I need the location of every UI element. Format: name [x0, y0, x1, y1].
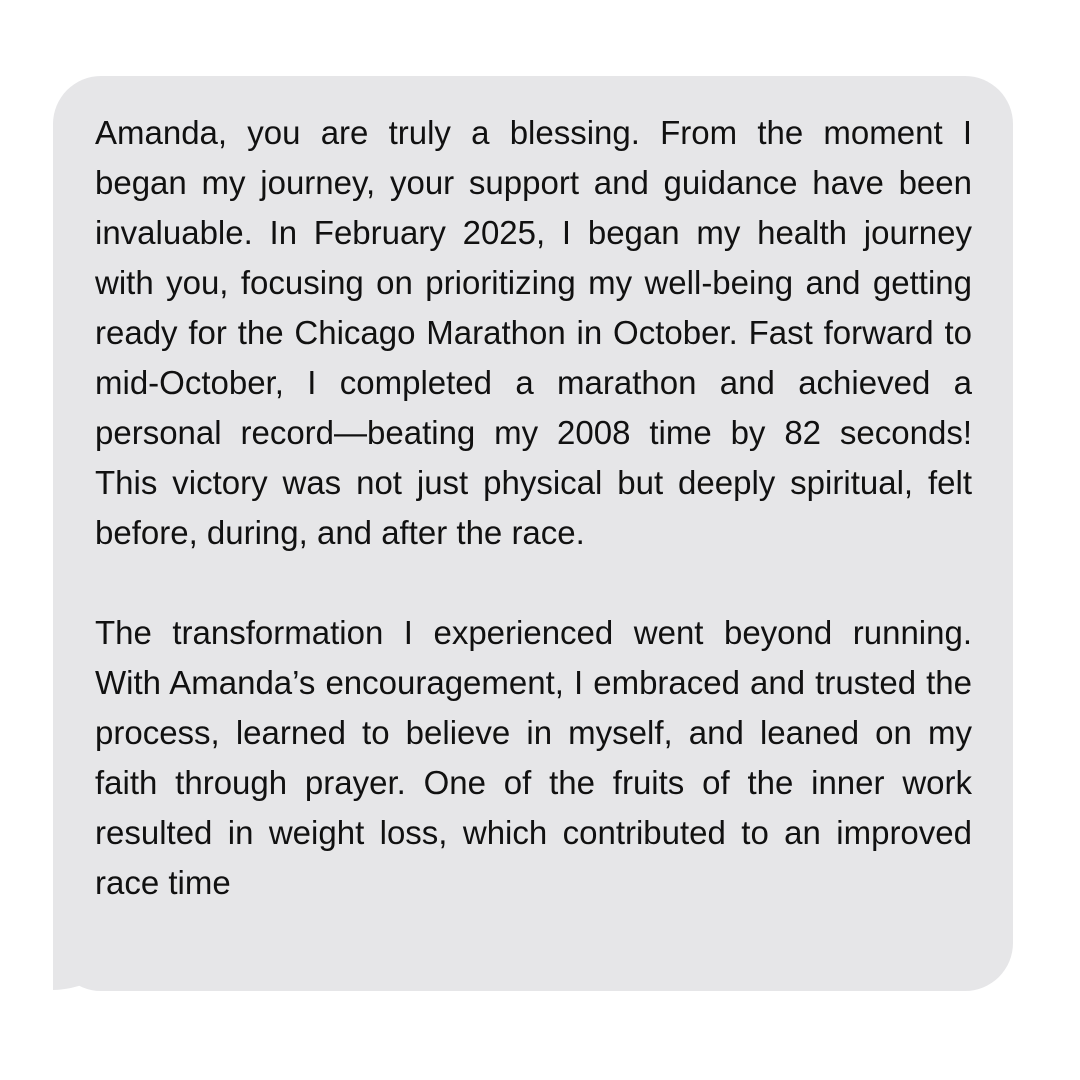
message-bubble [53, 76, 1013, 991]
message-paragraph-2: The transformation I experienced went beyond running. With Amanda’s encouragement, I embraced and trusted the process, learned to believe in myself, and leaned on my faith through prayer. One of the fruits of the inner work resulted in weight loss, which contributed to an improved race time [95, 614, 972, 901]
message-paragraph-1: Amanda, you are truly a blessing. From the moment I began my journey, your support and guidance have been invaluable. In February 2025, I began my health journey with you, focusing on prioritizing my well-being and getting ready for the Chicago Marathon in October. Fast forward to mid-October, I completed a marathon and achieved a personal record—beating my 2008 time by 82 seconds! This victory was not just physical but deeply spiritual, felt before, during, and after the race. [95, 114, 972, 551]
